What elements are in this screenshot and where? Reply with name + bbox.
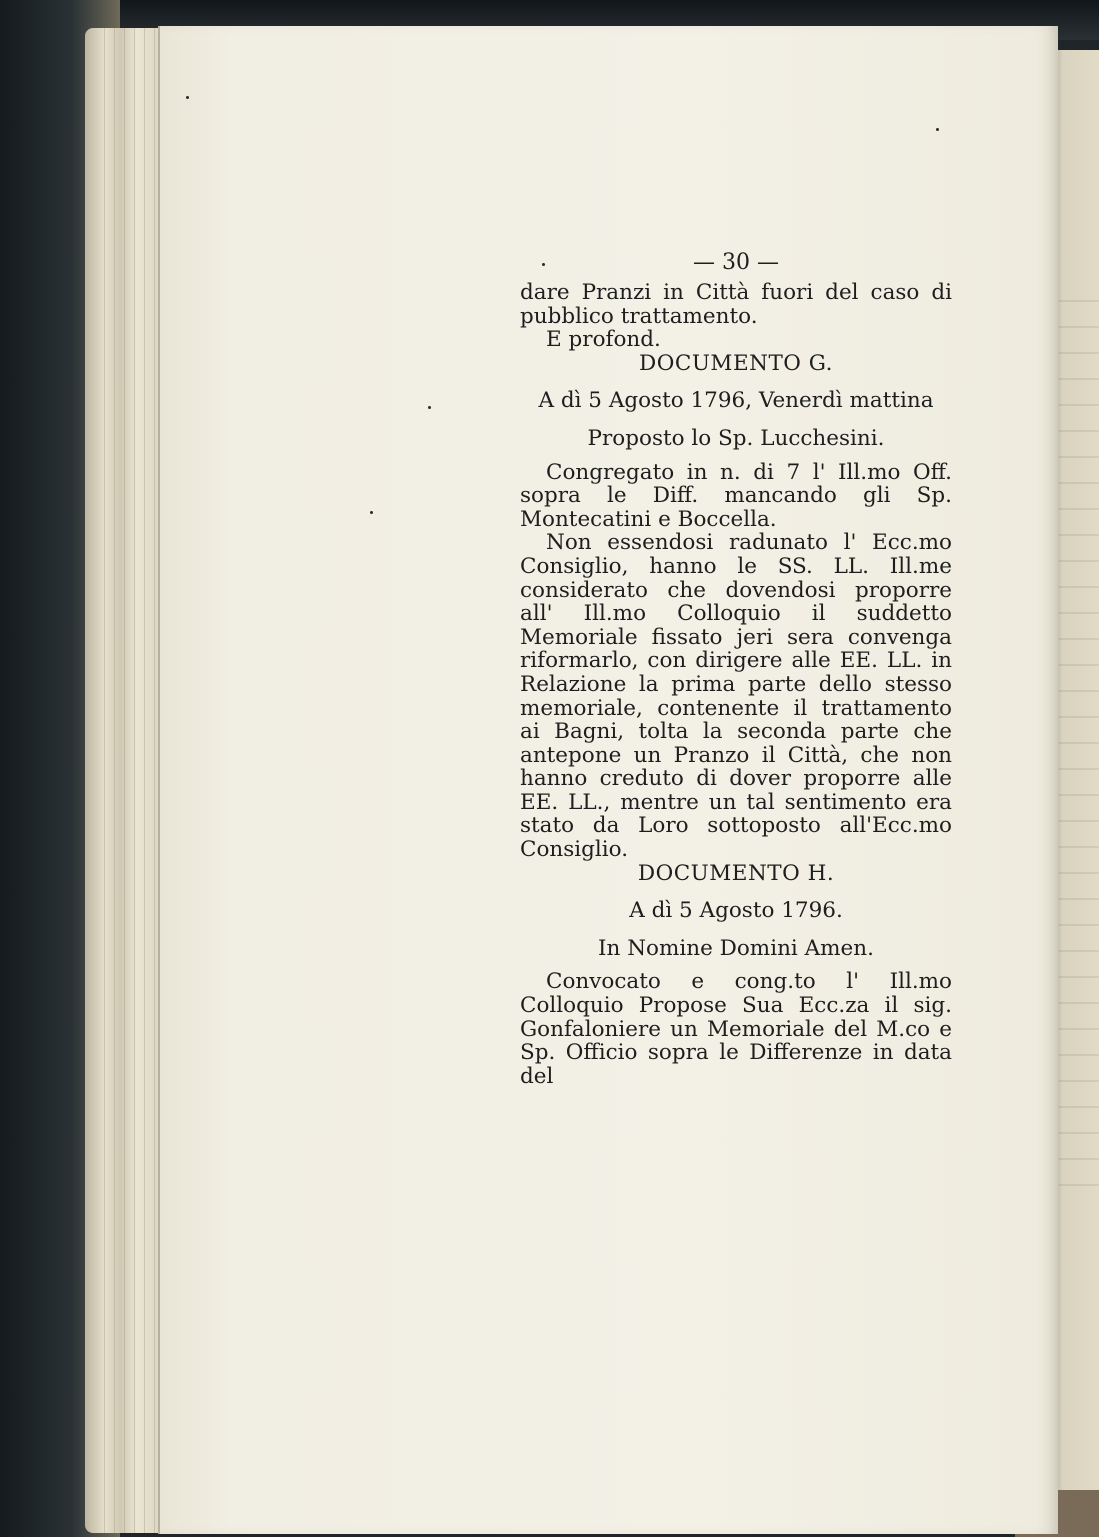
paragraph: Congregato in n. di 7 l' Ill.mo Off. sopra le Diff. mancando gli Sp. Montecatini e Boccella. (520, 459, 952, 532)
date-line: A dì 5 Agosto 1796, Venerdì mattina (538, 388, 934, 414)
paragraph: dare Pranzi in Città fuori del caso di pubblico trattamento. (520, 280, 952, 329)
ink-speck (936, 128, 939, 131)
paragraph: Non essendosi radunato l' Ecc.mo Consiglio, hanno le SS. LL. Ill.me considerato che dovendosi proporre all' Ill.mo Colloquio il suddetto Memoriale fissato jeri sera convenga riformarlo, con dirigere alle EE. LL. in Relazione la prima parte dello stesso memoriale, contenente il trattamento ai Bagni, tolta la seconda parte che antepone un Pranzo il Città, che non hanno creduto di dover proporre alle EE. LL., mentre un tal sentimento era stato da Loro sottoposto all'Ecc.mo Consiglio. (520, 530, 952, 863)
ink-speck (186, 96, 189, 99)
document-heading: DOCUMENTO G. (639, 350, 833, 376)
paragraph: Convocato e cong.to l' Ill.mo Colloquio Propose Sua Ecc.za il sig. Gonfaloniere un Memoriale del M.co e Sp. Officio sopra le Differenze in data del (520, 969, 952, 1089)
page-number: — 30 — (693, 250, 779, 275)
page-text-block (520, 250, 952, 1088)
invocation-line: In Nomine Domini Amen. (598, 935, 874, 961)
ink-speck (428, 406, 431, 409)
ink-speck (370, 511, 373, 514)
paragraph: Proposto lo Sp. Lucchesini. (587, 425, 885, 451)
paragraph: E profond. (546, 327, 661, 353)
facing-page-bleed (1058, 300, 1099, 1200)
document-heading: DOCUMENTO H. (637, 860, 835, 886)
date-line: A dì 5 Agosto 1796. (629, 898, 843, 924)
page-stack-edge (85, 28, 165, 1533)
